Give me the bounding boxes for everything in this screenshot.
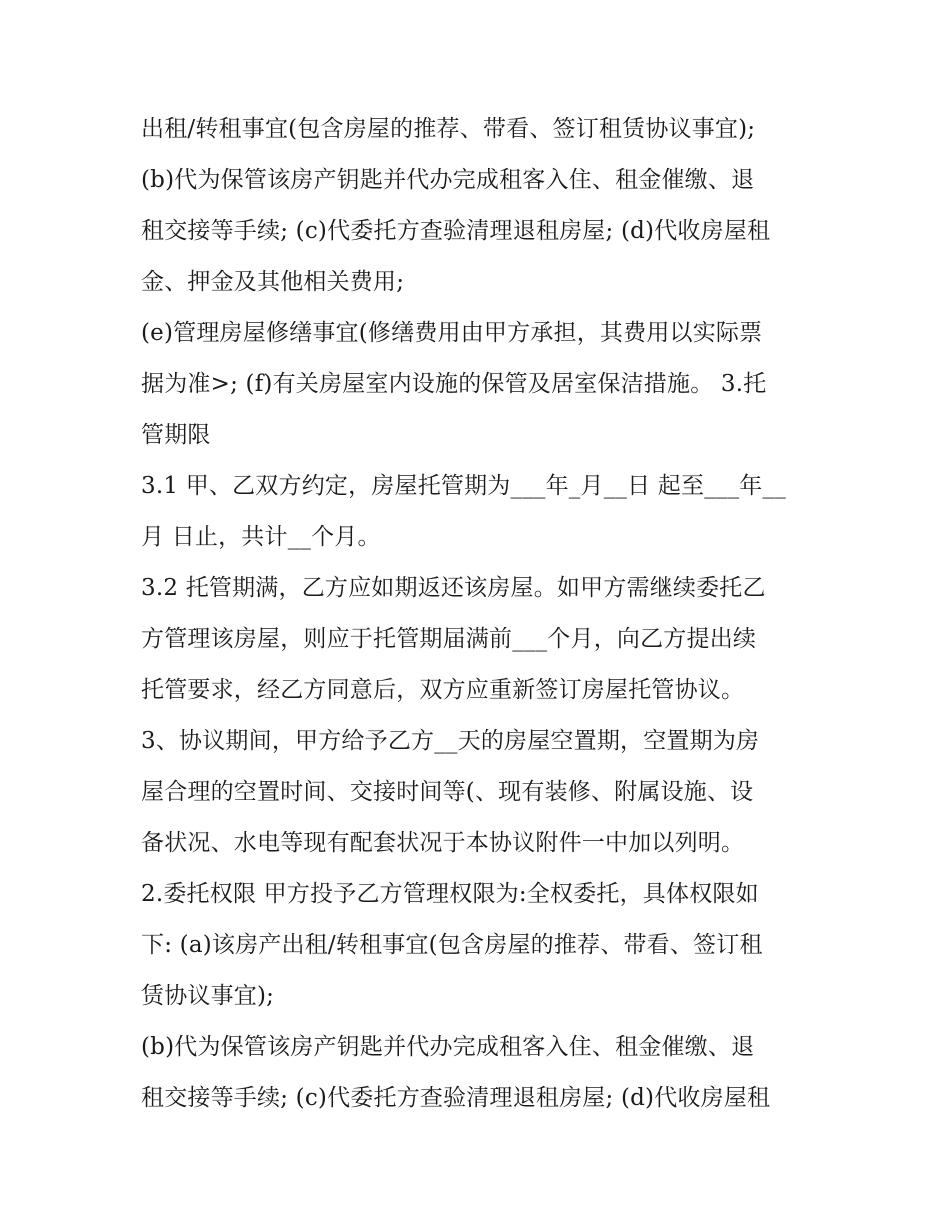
- text-line: 3.2 托管期满，乙方应如期返还该房屋。如甲方需继续委托乙: [141, 575, 766, 601]
- text-line: (b)代为保管该房产钥匙并代办完成租客入住、租金催缴、退: [141, 167, 755, 193]
- text-line: 出租/转租事宜(包含房屋的推荐、带看、签订租赁协议事宜);: [141, 116, 756, 142]
- text-line: 屋合理的空置时间、交接时间等(、现有装修、附属设施、设: [141, 779, 754, 805]
- text-line: 3、协议期间，甲方给予乙方__天的房屋空置期，空置期为房: [141, 728, 760, 754]
- text-line: 方管理该房屋，则应于托管期届满前___个月，向乙方提出续: [141, 626, 757, 652]
- text-line: 下: (a)该房产出租/转租事宜(包含房屋的推荐、带看、签订租: [141, 932, 763, 958]
- text-line: 租交接等手续; (c)代委托方查验清理退租房屋; (d)代收房屋租: [141, 218, 771, 244]
- text-line: 3.1 甲、乙双方约定，房屋托管期为___年_月__日 起至___年__: [141, 473, 786, 499]
- text-line: 租交接等手续; (c)代委托方查验清理退租房屋; (d)代收房屋租: [141, 1085, 771, 1111]
- text-line: 赁协议事宜);: [141, 983, 275, 1009]
- text-line: 月 日止，共计__个月。: [141, 524, 381, 550]
- text-line: (b)代为保管该房产钥匙并代办完成租客入住、租金催缴、退: [141, 1034, 755, 1060]
- text-line: 托管要求，经乙方同意后，双方应重新签订房屋托管协议。: [141, 677, 745, 703]
- text-line: (e)管理房屋修缮事宜(修缮费用由甲方承担，其费用以实际票: [141, 320, 763, 346]
- document-body: [141, 104, 821, 1124]
- text-line: 金、押金及其他相关费用;: [141, 269, 405, 295]
- text-line: 2.委托权限 甲方投予乙方管理权限为:全权委托，具体权限如: [141, 881, 759, 907]
- text-line: 管期限: [141, 422, 211, 448]
- text-line: 据为准>; (f)有关房屋室内设施的保管及居室保洁措施。 3.托: [141, 371, 767, 397]
- text-line: 备状况、水电等现有配套状况于本协议附件一中加以列明。: [141, 830, 745, 856]
